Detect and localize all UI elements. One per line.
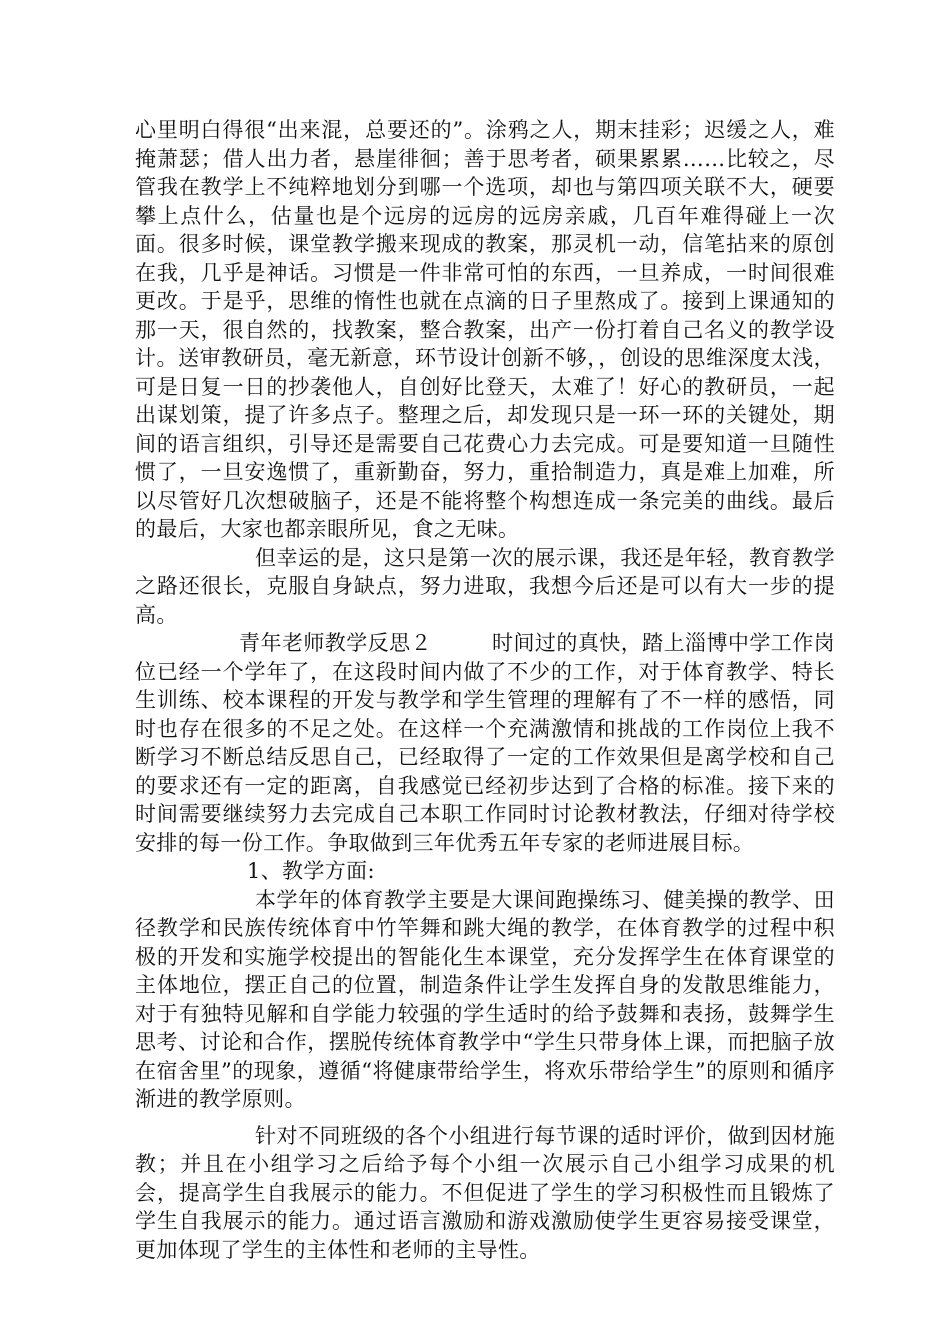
subheading: 1、教学方面: xyxy=(247,859,375,883)
section-title: 青年老师教学反思２ xyxy=(239,631,432,655)
section-intro: 时间过的真快，踏上淄博中学工作岗位已经一个学年了，在这段时间内做了不少的工作，对于体育教学、特长生训练、校本课程的开发与教学和学生管理的理解有了不一样的感悟，同时也存在很多的不足之处。在这样一个充满激情和挑战的工作岗位上我不断学习不断总结反思自己，已经取得了一定的工作效果但是离学校和自己的要求还有一定的距离，自我感觉已经初步达到了合格的标准。接下来的时间需要继续努力去完成自己本职工作同时讨论教材教法，仔细对待学校安排的每一份工作。争取做到三年优秀五年专家的老师进展目标。 xyxy=(135,631,835,855)
paragraph-3: 本学年的体育教学主要是大课间跑操练习、健美操的教学、田径教学和民族传统体育中竹竿舞和跳大绳的教学，在体育教学的过程中积极的开发和实施学校提出的智能化生本课堂，充分发挥学生在体育课堂的主体地位，摆正自己的位置，制造条件让学生发挥自身的发散思维能力，对于有独特见解和自学能力较强的学生适时的给予鼓舞和表扬，鼓舞学生思考、讨论和合作，摆脱传统体育教学中“学生只带身体上课，而把脑子放在宿舍里”的现象，遵循“将健康带给学生，将欢乐带给学生”的原则和循序渐进的教学原则。 xyxy=(135,887,835,1111)
document-body xyxy=(135,116,835,1264)
paragraph-4: 针对不同班级的各个小组进行每节课的适时评价，做到因材施教；并且在小组学习之后给予每个小组一次展示自己小组学习成果的机会，提高学生自我展示的能力。不但促进了学生的学习积极性而且锻炼了学生自我展示的能力。通过语言激励和游戏激励使学生更容易接受课堂，更加体现了学生的主体性和老师的主导性。 xyxy=(135,1123,835,1262)
section-paragraph xyxy=(135,629,835,857)
paragraph-1: 心里明白得很“出来混，总要还的”。涂鸦之人，期末挂彩；迟缓之人，难掩萧瑟；借人出力者，悬崖徘徊；善于思考者，硕果累累……比较之，尽管我在教学上不纯粹地划分到哪一个选项，却也与第四项关联不大，硬要攀上点什么，估量也是个远房的远房的远房亲戚，几百年难得碰上一次面。很多时候，课堂教学搬来现成的教案，那灵机一动，信笔拈来的原创在我，几乎是神话。习惯是一件非常可怕的东西，一旦养成，一时间很难更改。于是乎，思维的惰性也就在点滴的日子里熬成了。接到上课通知的那一天，很自然的，找教案，整合教案，出产一份打着自己名义的教学设计。送审教研员，毫无新意，环节设计创新不够，，创设的思维深度太浅，可是日复一日的抄袭他人，自创好比登天，太难了！好心的教研员，一起出谋划策，提了许多点子。整理之后，却发现只是一环一环的关键处，期间的语言组织，引导还是需要自己花费心力去完成。可是要知道一旦随性惯了，一旦安逸惯了，重新勤奋，努力，重拾制造力，真是难上加难，所以尽管好几次想破脑子，还是不能将整个构想连成一条完美的曲线。最后的最后，大家也都亲眼所见，食之无味。 xyxy=(135,118,835,541)
paragraph-2: 但幸运的是，这只是第一次的展示课，我还是年轻，教育教学之路还很长，克服自身缺点，努力进取，我想今后还是可以有大一步的提高。 xyxy=(135,545,835,627)
